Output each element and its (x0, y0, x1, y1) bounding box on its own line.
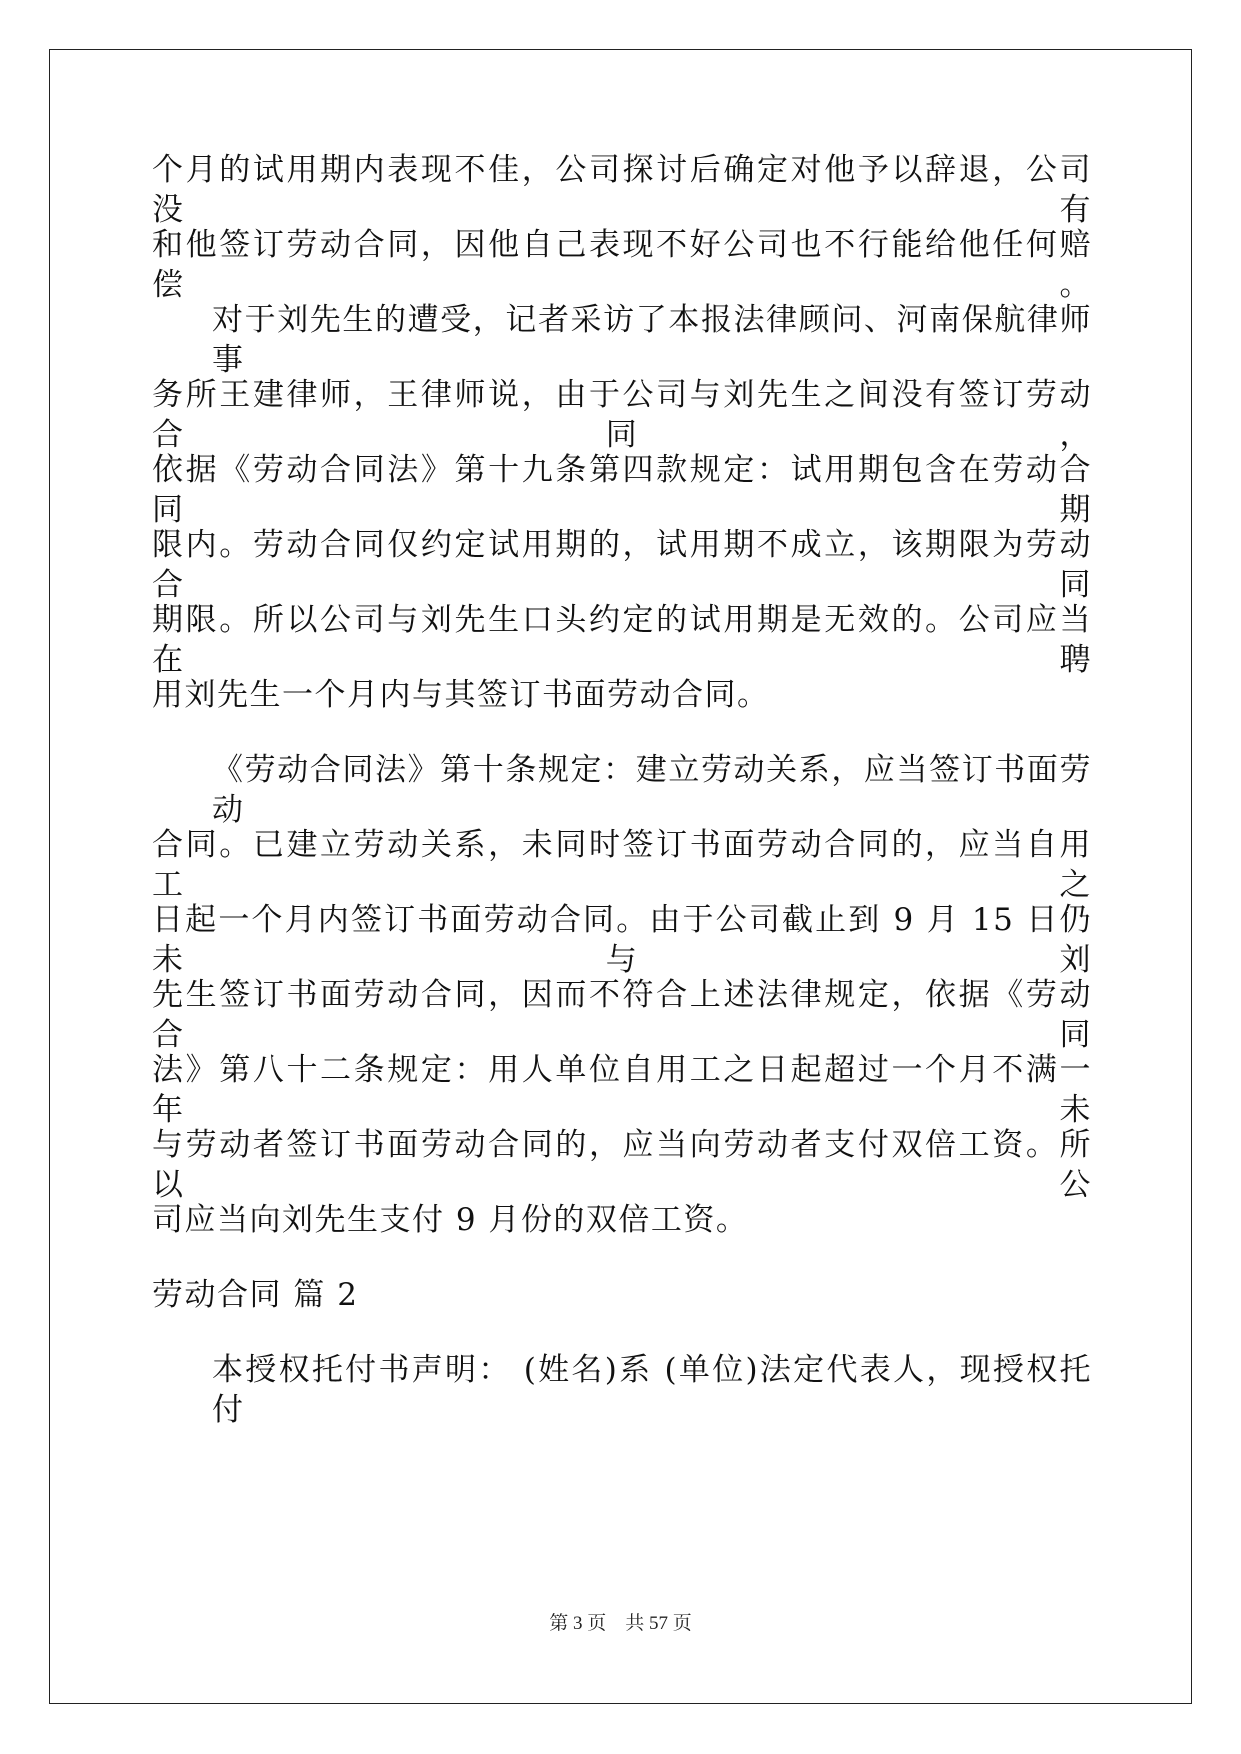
paragraph-line: 依据《劳动合同法》第十九条第四款规定：试用期包含在劳动合同期 (152, 452, 1092, 528)
paragraph-line: 本授权托付书声明： (姓名)系 (单位)法定代表人，现授权托付 (212, 1352, 1092, 1428)
paragraph-line: 个月的试用期内表现不佳，公司探讨后确定对他予以辞退，公司没有 (152, 152, 1092, 228)
paragraph-line: 与劳动者签订书面劳动合同的，应当向劳动者支付双倍工资。所以公 (152, 1127, 1092, 1203)
paragraph-line: 日起一个月内签订书面劳动合同。由于公司截止到 9 月 15 日仍未与刘 (152, 902, 1092, 978)
paragraph-line: 先生签订书面劳动合同，因而不符合上述法律规定，依据《劳动合同 (152, 977, 1092, 1053)
page-footer: 第 3 页 共 57 页 (549, 1613, 692, 1634)
paragraph-line: 《劳动合同法》第十条规定：建立劳动关系，应当签订书面劳动 (212, 752, 1092, 828)
paragraph-line: 务所王建律师，王律师说，由于公司与刘先生之间没有签订劳动合同， (152, 377, 1092, 453)
paragraph-line: 对于刘先生的遭受，记者采访了本报法律顾问、河南保航律师事 (212, 302, 1092, 378)
paragraph-line: 用刘先生一个月内与其签订书面劳动合同。 (152, 677, 770, 713)
paragraph-line: 法》第八十二条规定：用人单位自用工之日起超过一个月不满一年未 (152, 1052, 1092, 1128)
paragraph-line: 限内。劳动合同仅约定试用期的，试用期不成立，该期限为劳动合同 (152, 527, 1092, 603)
paragraph-line: 期限。所以公司与刘先生口头约定的试用期是无效的。公司应当在聘 (152, 602, 1092, 678)
paragraph-line: 司应当向刘先生支付 9 月份的双倍工资。 (152, 1202, 749, 1238)
paragraph-line: 合同。已建立劳动关系，未同时签订书面劳动合同的，应当自用工之 (152, 827, 1092, 903)
section-heading: 劳动合同 篇 2 (152, 1277, 359, 1313)
paragraph-line: 和他签订劳动合同，因他自己表现不好公司也不行能给他任何赔偿。 (152, 227, 1092, 303)
